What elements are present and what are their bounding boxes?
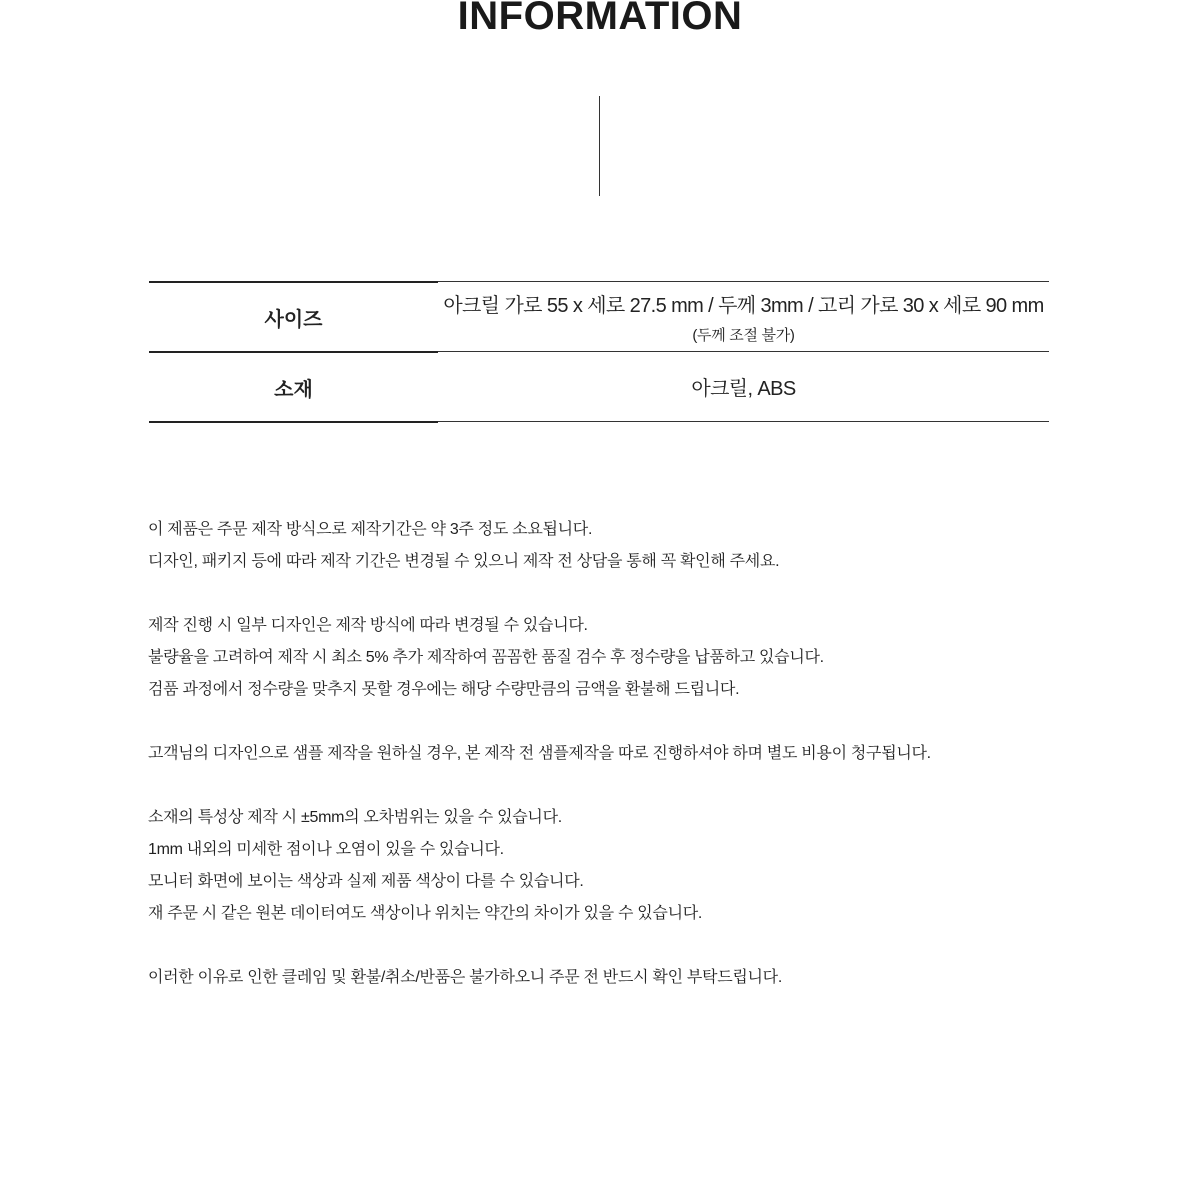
material-label: 소재 — [149, 351, 438, 421]
table-bottom-border — [149, 421, 1049, 423]
note-line: 불량율을 고려하여 제작 시 최소 5% 추가 제작하여 꼼꼼한 품질 검수 후 정수량을 납품하고 있습니다. — [148, 649, 824, 666]
material-value: 아크릴, ABS — [691, 378, 796, 400]
table-row-material — [149, 351, 1049, 421]
note-line: 디자인, 패키지 등에 따라 제작 기간은 변경될 수 있으니 제작 전 상담을 통해 꼭 확인해 주세요. — [148, 553, 780, 570]
note-line: 재 주문 시 같은 원본 데이터여도 색상이나 위치는 약간의 차이가 있을 수 있습니다. — [148, 905, 703, 922]
notes — [148, 514, 931, 994]
size-label: 사이즈 — [149, 281, 438, 351]
table-row-size — [149, 281, 1049, 351]
page-title: INFORMATION — [457, 0, 743, 38]
material-value-cell — [438, 351, 1049, 421]
note-line: 이 제품은 주문 제작 방식으로 제작기간은 약 3주 정도 소요됩니다. — [148, 521, 593, 538]
note-line: 1mm 내외의 미세한 점이나 오염이 있을 수 있습니다. — [148, 841, 504, 858]
divider-vertical — [599, 96, 600, 196]
size-value: 아크릴 가로 55 x 세로 27.5 mm / 두께 3mm / 고리 가로 30 x 세로 90 mm — [443, 294, 1044, 317]
note-line: 제작 진행 시 일부 디자인은 제작 방식에 따라 변경될 수 있습니다. — [148, 617, 588, 634]
note-line: 검품 과정에서 정수량을 맞추지 못할 경우에는 해당 수량만큼의 금액을 환불해 드립니다. — [148, 681, 740, 698]
note-line: 모니터 화면에 보이는 색상과 실제 제품 색상이 다를 수 있습니다. — [148, 873, 584, 890]
size-note: (두께 조절 불가) — [692, 326, 795, 344]
note-line: 이러한 이유로 인한 클레임 및 환불/취소/반품은 불가하오니 주문 전 반드시 확인 부탁드립니다. — [148, 969, 782, 986]
info-table — [149, 281, 1049, 423]
note-line: 소재의 특성상 제작 시 ±5mm의 오차범위는 있을 수 있습니다. — [148, 809, 562, 826]
note-line: 고객님의 디자인으로 샘플 제작을 원하실 경우, 본 제작 전 샘플제작을 따로 진행하셔야 하며 별도 비용이 청구됩니다. — [148, 745, 931, 762]
size-value-cell — [438, 281, 1049, 351]
